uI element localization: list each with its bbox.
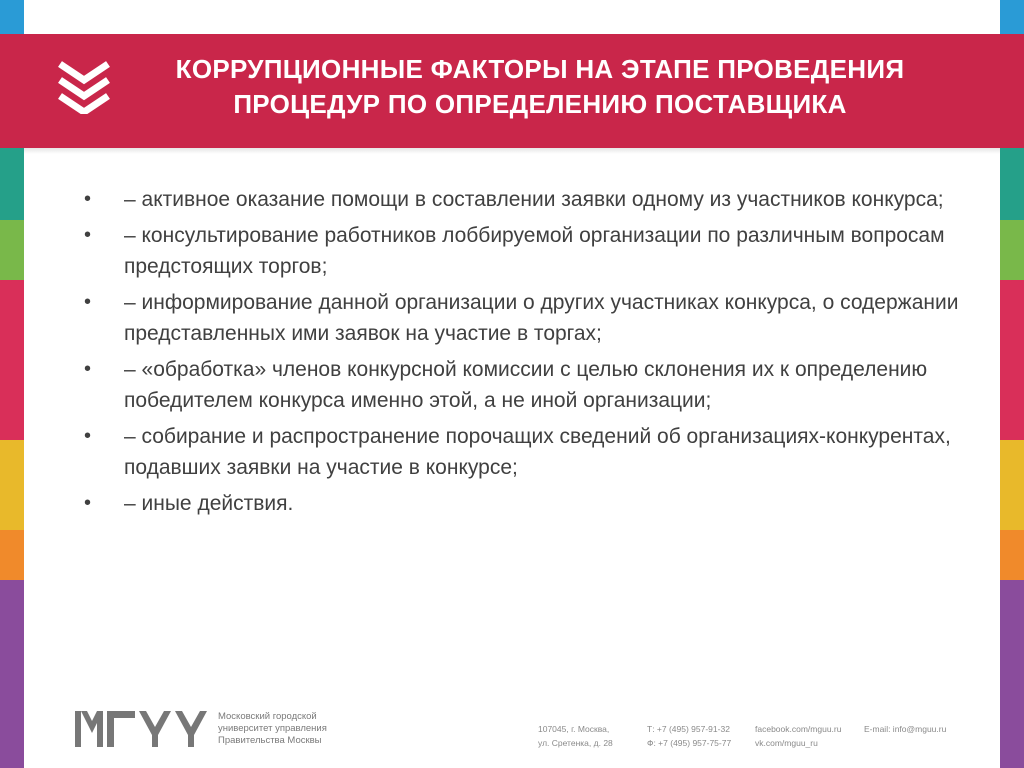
list-item — [84, 184, 964, 215]
footer-email — [864, 722, 946, 736]
org-name-line-2: университет управления — [218, 723, 327, 734]
right-stripe-red — [1000, 280, 1024, 440]
bullet-dot: • — [84, 224, 92, 246]
org-name-line-3: Правительства Москвы — [218, 735, 322, 746]
left-stripe-purple — [0, 580, 24, 768]
right-stripe-purple — [1000, 580, 1024, 768]
mguu-logo — [75, 711, 211, 747]
list-item — [84, 354, 964, 416]
list-item — [84, 488, 964, 519]
list-item-text: – консультирование работников лоббируемой организации по различным вопросам предстоящих торгов; — [124, 224, 945, 278]
chevron-down-icon — [56, 58, 112, 114]
org-name-line-1: Московский городской — [218, 711, 317, 722]
list-item — [84, 287, 964, 349]
list-item — [84, 220, 964, 282]
footer-social — [755, 722, 841, 750]
right-stripe-orange — [1000, 530, 1024, 580]
list-item-text: – информирование данной организации о других участниках конкурса, о содержании представленных ими заявок на участие в торгах; — [124, 291, 959, 345]
bullet-dot: • — [84, 425, 92, 447]
left-stripe-green — [0, 220, 24, 280]
slide-title — [120, 52, 960, 122]
title-band-shadow — [24, 148, 1000, 154]
left-stripe-orange — [0, 530, 24, 580]
list-item-text: – иные действия. — [124, 492, 294, 515]
slide-title-line-2: ПРОЦЕДУР ПО ОПРЕДЕЛЕНИЮ ПОСТАВЩИКА — [233, 89, 847, 119]
address-line-1: 107045, г. Москва, — [538, 724, 610, 734]
bullet-dot: • — [84, 492, 92, 514]
list-item — [84, 421, 964, 483]
phone-line-1: Т: +7 (495) 957-91-32 — [647, 724, 730, 734]
right-stripe-green — [1000, 220, 1024, 280]
email-link[interactable]: E-mail: info@mguu.ru — [864, 724, 947, 734]
bullet-dot: • — [84, 291, 92, 313]
list-item-text: – собирание и распространение порочащих сведений об организациях-конкурентах, подавших заявки на участие в конкурсе; — [124, 425, 951, 479]
slide-title-line-1: КОРРУПЦИОННЫЕ ФАКТОРЫ НА ЭТАПЕ ПРОВЕДЕНИЯ — [175, 54, 905, 84]
facebook-link[interactable]: facebook.com/mguu.ru — [755, 724, 842, 734]
bullet-list — [84, 184, 964, 524]
footer-phones — [647, 722, 731, 750]
bullet-dot: • — [84, 358, 92, 380]
list-item-text: – «обработка» членов конкурсной комиссии с целью склонения их к определению победителем конкурса именно этой, а не иной организации; — [124, 358, 928, 412]
right-stripe-yellow — [1000, 440, 1024, 530]
footer-address — [538, 722, 613, 750]
left-stripe-yellow — [0, 440, 24, 530]
address-line-2: ул. Сретенка, д. 28 — [538, 738, 613, 748]
list-item-text: – активное оказание помощи в составлении заявки одному из участников конкурса; — [124, 188, 944, 211]
org-name — [218, 711, 348, 747]
phone-line-2: Ф: +7 (495) 957-75-77 — [647, 738, 732, 748]
vk-link[interactable]: vk.com/mguu_ru — [755, 738, 818, 748]
left-stripe-red — [0, 280, 24, 440]
bullet-dot: • — [84, 188, 92, 210]
